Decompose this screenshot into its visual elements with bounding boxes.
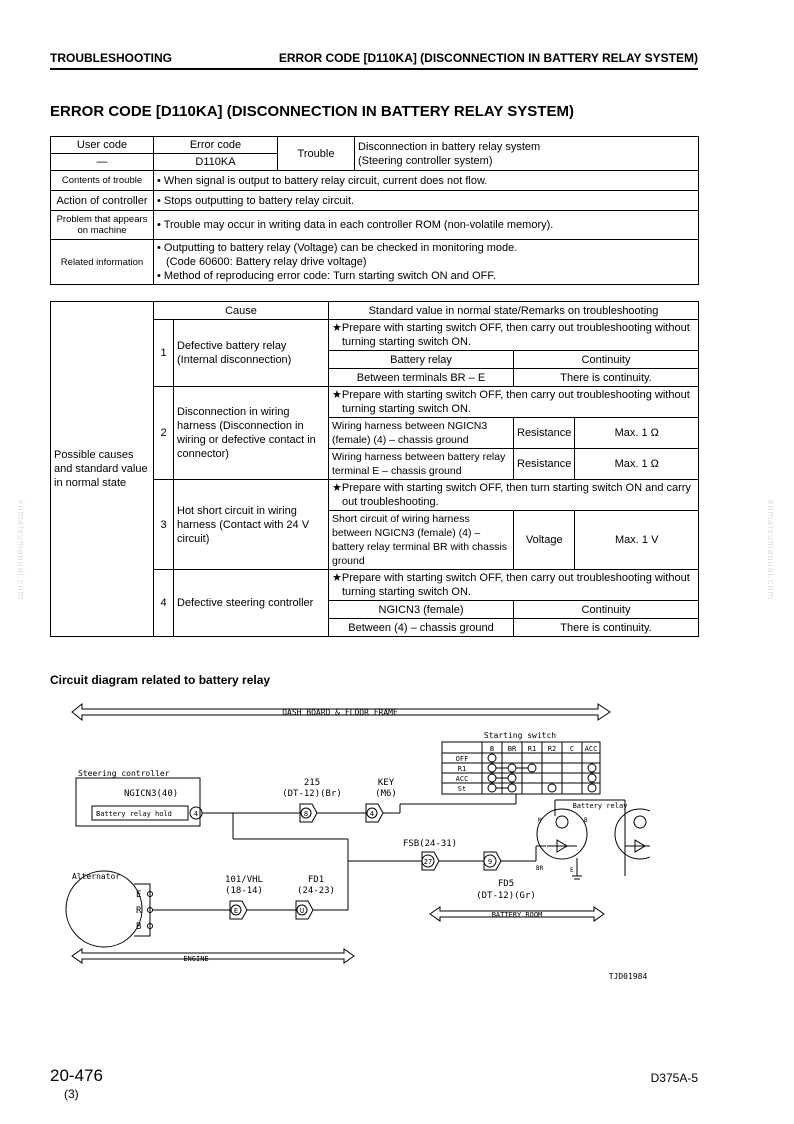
- svg-text:U: U: [299, 907, 305, 915]
- std-header: Standard value in normal state/Remarks on troubleshooting: [329, 302, 699, 320]
- check-value: Max. 1 Ω: [575, 418, 699, 449]
- row-text: • Stops outputting to battery relay circuit.: [154, 191, 699, 211]
- c215-label: 215: [303, 778, 321, 788]
- connector-fd5: [484, 852, 501, 870]
- check-value: There is continuity.: [514, 619, 699, 637]
- page-title: ERROR CODE [D110KA] (DISCONNECTION IN BATTERY RELAY SYSTEM): [50, 103, 574, 120]
- svg-text:(24-23): (24-23): [297, 886, 335, 896]
- svg-text:(DT-12)(Br): (DT-12)(Br): [282, 789, 342, 799]
- related-label: Related information: [51, 240, 154, 285]
- col-header: Battery relay: [329, 351, 514, 369]
- svg-text:E: E: [233, 907, 239, 915]
- battery-relay-2: [615, 809, 650, 859]
- error-code-value: D110KA: [154, 154, 278, 171]
- svg-text:27: 27: [423, 858, 433, 866]
- cause-number: 4: [154, 570, 174, 637]
- causes-side-label: Possible causes and standard value in normal state: [51, 302, 154, 637]
- watermark-right: komatsumanual.com: [766, 500, 776, 601]
- row-label: Contents of trouble: [51, 171, 154, 191]
- header-right: ERROR CODE [D110KA] (DISCONNECTION IN BATTERY RELAY SYSTEM): [278, 51, 698, 65]
- svg-text:B: B: [489, 745, 495, 753]
- col-header: NGICN3 (female): [329, 601, 514, 619]
- check-type: Resistance: [514, 449, 575, 480]
- fsb-label: FSB(24-31): [402, 839, 458, 849]
- svg-text:R2: R2: [547, 745, 557, 753]
- battery-relay-hold-label: Battery relay hold: [96, 810, 172, 818]
- check-value: There is continuity.: [514, 369, 699, 387]
- cause-number: 1: [154, 320, 174, 387]
- figure-code: TJD01984: [608, 972, 648, 981]
- cause-number: 2: [154, 387, 174, 480]
- col-header: Continuity: [514, 601, 699, 619]
- svg-text:ACC: ACC: [584, 745, 598, 753]
- check-item: Between terminals BR – E: [329, 369, 514, 387]
- svg-text:BR: BR: [507, 745, 517, 753]
- user-code-value: —: [51, 154, 154, 171]
- svg-text:(M6): (M6): [375, 789, 397, 799]
- watermark-left: komatsumanual.com: [16, 500, 26, 601]
- check-value: Max. 1 Ω: [575, 449, 699, 480]
- svg-text:B: B: [584, 817, 588, 824]
- page-sub: (3): [64, 1087, 79, 1101]
- svg-text:B: B: [136, 922, 142, 932]
- check-type: Resistance: [514, 418, 575, 449]
- connector-key: [366, 804, 383, 822]
- row-label: Problem that appears on machine: [51, 211, 154, 240]
- connector-fd1: [296, 901, 313, 919]
- svg-text:E: E: [570, 867, 574, 874]
- svg-text:St: St: [457, 785, 467, 793]
- battery-relay-label: Battery relay: [572, 802, 628, 810]
- row-label: Action of controller: [51, 191, 154, 211]
- cause-text: Defective steering controller: [174, 570, 329, 637]
- header-left: TROUBLESHOOTING: [50, 51, 172, 65]
- running-header: [50, 51, 698, 65]
- svg-text:R: R: [136, 906, 142, 916]
- steering-controller-label: Steering controller: [78, 769, 170, 778]
- steering-controller-box: [76, 778, 200, 826]
- svg-text:OFF: OFF: [455, 755, 469, 763]
- check-item: Between (4) – chassis ground: [329, 619, 514, 637]
- model-number: D375A-5: [650, 1071, 698, 1085]
- cause-note: ★Prepare with starting switch OFF, then carry out troubleshooting without turning starting switch ON.: [329, 387, 699, 418]
- svg-text:(DT-12)(Gr): (DT-12)(Gr): [476, 891, 536, 901]
- connector-215: [300, 804, 317, 822]
- trouble-desc: Disconnection in battery relay system (Steering controller system): [355, 137, 699, 171]
- svg-text:4: 4: [193, 810, 199, 818]
- engine-label: ENGINE: [183, 955, 209, 963]
- fd1-label: FD1: [307, 875, 325, 885]
- page-number: 20-476: [50, 1066, 103, 1085]
- svg-text:ACC: ACC: [455, 775, 469, 783]
- check-item: Short circuit of wiring harness between NGICN3 (female) (4) – battery relay terminal BR with chassis ground: [329, 511, 514, 570]
- starting-switch-label: Starting switch: [483, 731, 557, 740]
- diagram-title: Circuit diagram related to battery relay: [50, 673, 271, 687]
- connector-101-vhl: [230, 901, 247, 919]
- user-code-label: User code: [51, 137, 154, 154]
- svg-text:E: E: [136, 890, 142, 900]
- cause-text: Disconnection in wiring harness (Disconnection in wiring or defective contact in connector): [174, 387, 329, 480]
- row-text: • When signal is output to battery relay circuit, current does not flow.: [154, 171, 699, 191]
- causes-table: [50, 301, 699, 637]
- svg-text:C: C: [569, 745, 575, 753]
- c101-label: 101/VHL: [225, 875, 263, 885]
- ngicn3-label: NGICN3(40): [124, 789, 179, 799]
- cause-header: Cause: [154, 302, 329, 320]
- header-rule: [50, 68, 698, 70]
- circuit-diagram: [50, 696, 650, 996]
- fd5-label: FD5: [497, 879, 515, 889]
- check-type: Voltage: [514, 511, 575, 570]
- row-text: • Trouble may occur in writing data in each controller ROM (non-volatile memory).: [154, 211, 699, 240]
- svg-text:4: 4: [369, 810, 375, 818]
- cause-number: 3: [154, 480, 174, 570]
- key-label: KEY: [377, 778, 395, 788]
- cause-note: ★Prepare with starting switch OFF, then carry out troubleshooting without turning starting switch ON.: [329, 320, 699, 351]
- battery-room-label: BATTERY ROOM: [491, 911, 543, 919]
- dash-board-label: DASH BOARD & FLOOR FRAME: [282, 708, 398, 717]
- cause-text: Hot short circuit in wiring harness (Contact with 24 V circuit): [174, 480, 329, 570]
- svg-text:(18-14): (18-14): [225, 886, 263, 896]
- check-item: Wiring harness between NGICN3 (female) (4) – chassis ground: [329, 418, 514, 449]
- error-code-label: Error code: [154, 137, 278, 154]
- svg-text:8: 8: [303, 810, 309, 818]
- error-info-table: [50, 136, 699, 285]
- related-text: • Outputting to battery relay (Voltage) can be checked in monitoring mode. (Code 60600: Battery relay drive voltage) • Method of reproducing error code: Turn starting switch ON and OFF.: [154, 240, 699, 285]
- alternator-label: Alternator: [72, 872, 121, 881]
- svg-text:R1: R1: [457, 765, 467, 773]
- svg-text:9: 9: [487, 858, 493, 866]
- cause-note: ★Prepare with starting switch OFF, then turn starting switch ON and carry out troubleshooting.: [329, 480, 699, 511]
- svg-text:BR: BR: [536, 865, 544, 872]
- check-value: Max. 1 V: [575, 511, 699, 570]
- cause-note: ★Prepare with starting switch OFF, then carry out troubleshooting without turning starting switch ON.: [329, 570, 699, 601]
- trouble-label: Trouble: [278, 137, 355, 171]
- col-header: Continuity: [514, 351, 699, 369]
- alternator-circle: [66, 871, 142, 947]
- cause-text: Defective battery relay (Internal disconnection): [174, 320, 329, 387]
- check-item: Wiring harness between battery relay terminal E – chassis ground: [329, 449, 514, 480]
- svg-text:R1: R1: [527, 745, 537, 753]
- engine-arrow: [72, 949, 354, 963]
- svg-text:N: N: [538, 817, 542, 824]
